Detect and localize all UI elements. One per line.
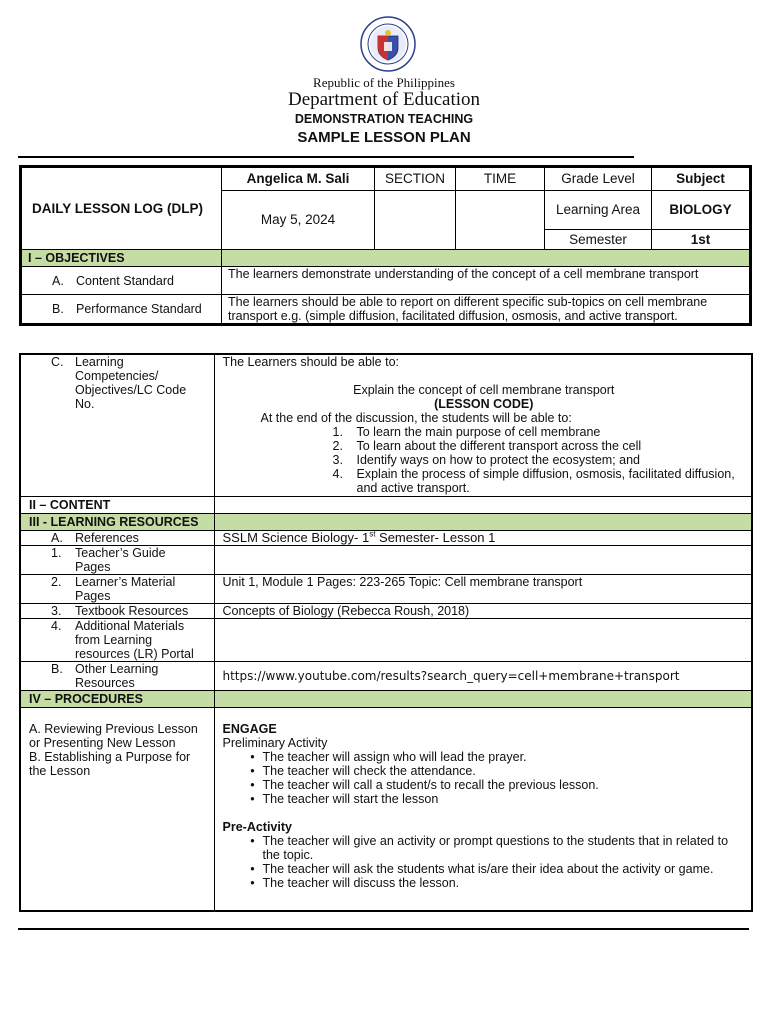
learning-area-label: Learning Area <box>545 191 652 230</box>
procedures-heading: IV – PROCEDURES <box>20 690 214 707</box>
learners-material-value: Unit 1, Module 1 Pages: 223-265 Topic: Cell membrane transport <box>214 574 752 603</box>
end-of-discussion: At the end of the discussion, the students will be able to: <box>260 411 572 425</box>
learning-resources-heading: III - LEARNING RESOURCES <box>20 513 214 530</box>
learning-area-value: BIOLOGY <box>652 191 751 230</box>
other-resources-link[interactable]: https://www.youtube.com/results?search_query=cell+membrane+transport <box>214 661 752 690</box>
references-label: A. References <box>20 530 214 545</box>
lesson-date: May 5, 2024 <box>222 191 375 250</box>
department-title: Department of Education <box>287 89 481 110</box>
republic-text: Republic of the Philippines <box>313 75 455 90</box>
content-value <box>214 496 752 513</box>
content-standard-value: The learners demonstrate understanding of the concept of a cell membrane transport <box>222 267 751 295</box>
header-divider <box>18 156 634 158</box>
grade-level-label: Grade Level <box>545 167 652 191</box>
preliminary-list <box>243 750 746 806</box>
semester-label: Semester <box>545 230 652 250</box>
procedures-left <box>20 707 214 911</box>
page-title: SAMPLE LESSON PLAN <box>297 129 471 146</box>
demonstration-label: DEMONSTRATION TEACHING <box>294 112 474 126</box>
additional-materials-label: 4. Additional Materials from Learning resources (LR) Portal <box>20 618 214 661</box>
list-item: • The teacher will start the lesson <box>250 791 439 806</box>
textbook-resources-value: Concepts of Biology (Rebecca Roush, 2018) <box>214 603 752 618</box>
competencies-intro: The Learners should be able to: <box>222 355 400 369</box>
time-value <box>456 191 545 250</box>
lesson-code: (LESSON CODE) <box>434 397 534 411</box>
textbook-resources-label: 3. Textbook Resources <box>20 603 214 618</box>
deped-seal-icon <box>360 16 416 72</box>
section-value <box>375 191 456 250</box>
competencies-main: Explain the concept of cell membrane transport <box>353 383 615 397</box>
procedure-a-label: A. Reviewing Previous Lesson or Presenting New Lesson <box>29 721 198 750</box>
performance-standard-label: B. Performance Standard <box>21 295 222 325</box>
pre-activity-list <box>243 834 746 890</box>
competencies-label: C. Learning Competencies/ Objectives/LC Code No. <box>20 354 214 496</box>
references-value: SSLM Science Biology- 1st Semester- Lesson 1 <box>214 530 752 545</box>
procedures-right <box>214 707 752 911</box>
footer-divider <box>18 928 749 930</box>
list-item: • The teacher will discuss the lesson. <box>250 875 460 890</box>
list-item: • The teacher will call a student/s to recall the previous lesson. <box>250 777 599 792</box>
subject-label: Subject <box>652 167 751 191</box>
list-item: • The teacher will ask the students what is/are their idea about the activity or game. <box>250 861 714 876</box>
teacher-name: Angelica M. Sali <box>222 167 375 191</box>
other-resources-label: B. Other Learning Resources <box>20 661 214 690</box>
objectives-list <box>333 425 746 495</box>
performance-standard-value: The learners should be able to report on different specific sub-topics on cell membrane transport e.g. (simple diffusion, facilitated diffusion, osmosis, and active transport. <box>222 295 751 325</box>
time-label: TIME <box>456 167 545 191</box>
pre-activity-heading: Pre-Activity <box>222 819 292 834</box>
teachers-guide-label: 1. Teacher’s Guide Pages <box>20 545 214 574</box>
learning-resources-heading-fill <box>214 513 752 530</box>
learners-material-label: 2. Learner’s Material Pages <box>20 574 214 603</box>
content-standard-label: A. Content Standard <box>21 267 222 295</box>
list-item: • The teacher will give an activity or prompt questions to the students that in related to the topic. <box>250 833 729 862</box>
procedure-b-label: B. Establishing a Purpose for the Lesson <box>29 749 191 778</box>
procedures-heading-fill <box>214 690 752 707</box>
content-heading: II – CONTENT <box>20 496 214 513</box>
competencies-value <box>214 354 752 496</box>
list-item: • The teacher will check the attendance. <box>250 763 476 778</box>
dlp-label: DAILY LESSON LOG (DLP) <box>21 167 222 250</box>
list-item: 1. To learn the main purpose of cell membrane <box>332 425 601 439</box>
lesson-plan-table <box>19 353 753 912</box>
objectives-heading-fill <box>222 250 751 267</box>
list-item: 4. Explain the process of simple diffusion, osmosis, facilitated diffusion, and active transport. <box>332 467 735 495</box>
preliminary-heading: Preliminary Activity <box>222 735 328 750</box>
engage-heading: ENGAGE <box>222 721 277 736</box>
list-item: • The teacher will assign who will lead the prayer. <box>250 749 527 764</box>
semester-value: 1st <box>652 230 751 250</box>
section-label: SECTION <box>375 167 456 191</box>
list-item: 2. To learn about the different transport across the cell <box>332 439 642 453</box>
objectives-heading: I – OBJECTIVES <box>21 250 222 267</box>
list-item: 3. Identify ways on how to protect the ecosystem; and <box>332 453 640 467</box>
additional-materials-value <box>214 618 752 661</box>
teachers-guide-value <box>214 545 752 574</box>
lesson-log-table <box>19 165 752 326</box>
